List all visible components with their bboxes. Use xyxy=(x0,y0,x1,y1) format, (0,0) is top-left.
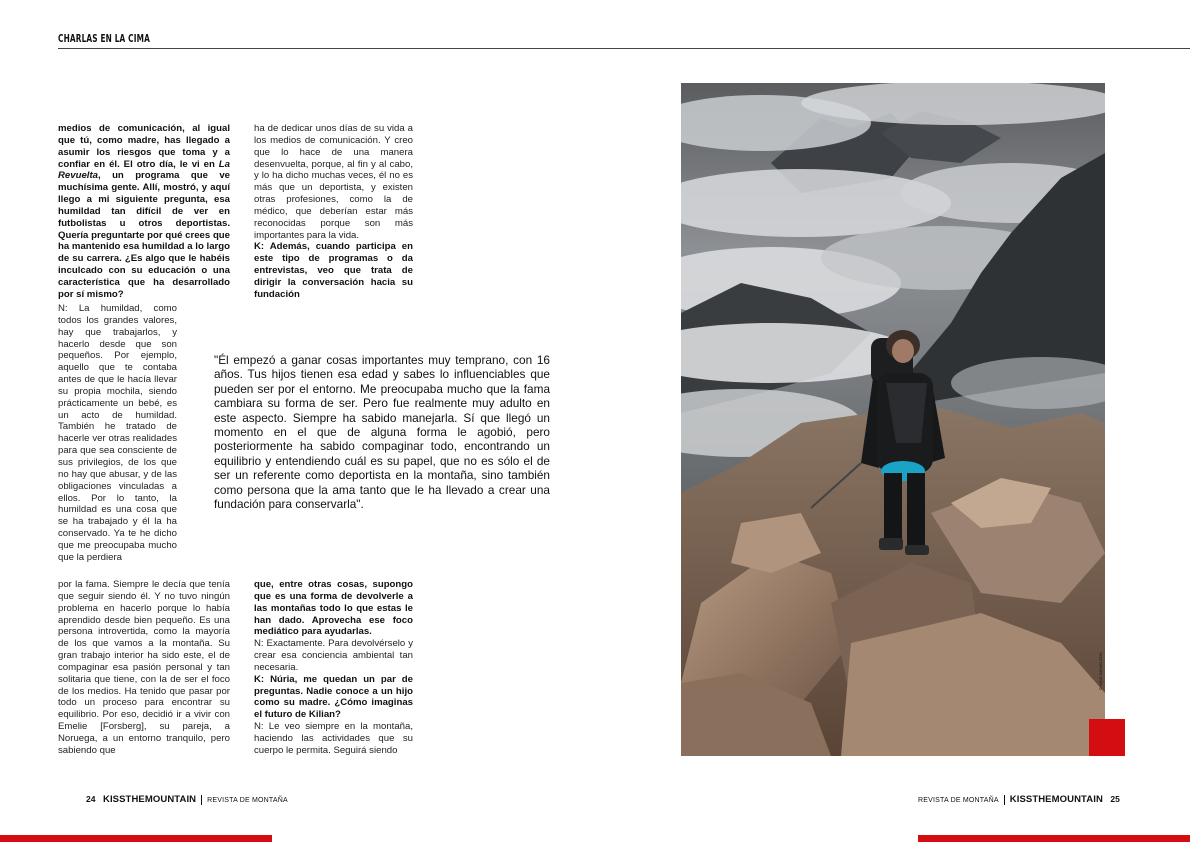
column-2-bottom xyxy=(254,579,413,757)
footer-separator xyxy=(201,795,202,805)
header-rule xyxy=(58,48,1190,49)
brand-right: KISSTHEMOUNTAIN xyxy=(1009,794,1103,805)
footer-left xyxy=(86,794,288,805)
question-futuro: K: Núria, me quedan un par de preguntas. Nadie conoce a un hijo como su madre. ¿Cómo imaginas el futuro de Kilian? xyxy=(254,673,413,721)
answer-futuro: N: Le veo siempre en la montaña, haciendo las actividades que su cuerpo le permita. Seguirá siendo xyxy=(254,721,413,756)
question-text-part2: , un programa que ve muchísima gente. Allí, mostró, y aquí llego a mi siguiente pregunta, esa humildad tan difícil de ver en futbolistas u otros deportistas. Quería preguntarte por qué crees que ha mantenido esa humildad a lo largo de su carrera. ¿Es algo que le habéis inculcado con su educación o una característica que ha desarrollado por sí mismo? xyxy=(58,170,230,300)
column-1-question xyxy=(58,123,230,301)
red-bar-right xyxy=(918,835,1190,842)
answer-humildad: N: La humildad, como todos los grandes valores, hay que trabajarlos, y hacerlo desde que son pequeños. Por ejemplo, aquello que te contaba antes de que le hacía llevar su propia mochila, siendo prácticamente un bebé, es un acto de humildad. También he tratado de hacerle ver otras realidades para que sea consciente de sus privilegios, de los que no hay que abusar, y de las obligaciones vinculadas a ellos. Por lo tanto, la humildad es una cosa que se ha trabajado y él la ha conservado. Ya te he dicho que me preocupaba mucho que la perdiera xyxy=(58,303,177,563)
question-devolver: que, entre otras cosas, supongo que es una forma de devolverle a las montañas todo lo que estas le han dado. Aprovecha ese foco mediático para ayudarlas. xyxy=(254,579,413,638)
subtitle-left: REVISTA DE MONTAÑA xyxy=(207,797,288,804)
red-bar-left xyxy=(0,835,272,842)
column-2-top xyxy=(254,123,413,301)
question-text-part1: medios de comunicación, al igual que tú, como madre, has llegado a asumir los riesgos que toma y a confiar en él. El otro día, le vi en xyxy=(58,123,230,170)
page-number-right: 25 xyxy=(1110,794,1120,804)
footer-separator xyxy=(1004,795,1005,805)
show-title: La Revuelta xyxy=(58,158,230,182)
photo-credit: © NICK DANIELSON xyxy=(1098,652,1103,690)
photo-red-tab xyxy=(1089,719,1125,756)
subtitle-right: REVISTA DE MONTAÑA xyxy=(918,797,999,804)
column-1-bottom xyxy=(58,579,230,757)
question-fundacion: K: Además, cuando participa en este tipo de programas o da entrevistas, veo que trata de dirigir la conversación hacia su fundación xyxy=(254,241,413,300)
page-number-left: 24 xyxy=(86,794,96,804)
section-title: CHARLAS EN LA CIMA xyxy=(58,33,150,45)
brand-left: KISSTHEMOUNTAIN xyxy=(102,794,197,805)
mountain-climber-photo xyxy=(681,83,1105,756)
column-1-answer xyxy=(58,303,177,564)
footer-right xyxy=(918,794,1120,805)
answer-exactamente: N: Exactamente. Para devolvérselo y crear esa conciencia ambiental tan necesaria. xyxy=(254,638,413,673)
pull-quote: "Él empezó a ganar cosas importantes muy temprano, con 16 años. Tus hijos tienen esa edad y sabes lo influenciables que pueden ser por el entorno. Me preocupaba mucho que la fama cambiara su forma de ser. Pero fue realmente muy adulto en este aspecto. Siempre ha sabido manejarla. Sí que llegó un momento en el que de alguna forma le agobió, pero posteriormente ha sabido compaginar todo, encontrando un equilibrio y entendiendo cuál es su papel, que no es sólo el de ser un referente como deportista en la montaña, sino también como persona que la ama tanto que le ha llevado a crear una fundación para conservarla". xyxy=(214,353,550,512)
answer-continuation: por la fama. Siempre le decía que tenía que seguir siendo él. Y no tuvo ningún problema en hacerlo porque lo había aprendido desde bien pequeño. Es una persona introvertida, como la mayoría de los que vamos a la montaña. Su gran trabajo interior ha sido este, el de compaginar esa pasión personal y tan solitaria que tiene, con la de ser el foco de los medios. Ha tenido que pasar por todo un proceso para encontrar su equilibrio. Por eso, decidió ir a vivir con Emelie [Forsberg], su pareja, a Noruega, a un entorno tranquilo, pero sabiendo que xyxy=(58,579,230,756)
answer-media: ha de dedicar unos días de su vida a los medios de comunicación. Y creo que lo hace de una manera desenvuelta, porque, al fin y al cabo, y lo ha dicho muchas veces, él no es más que un deportista, y existen otras profesiones, como la de médico, que deberían estar más reconocidas porque son más importantes para la vida. xyxy=(254,123,413,241)
